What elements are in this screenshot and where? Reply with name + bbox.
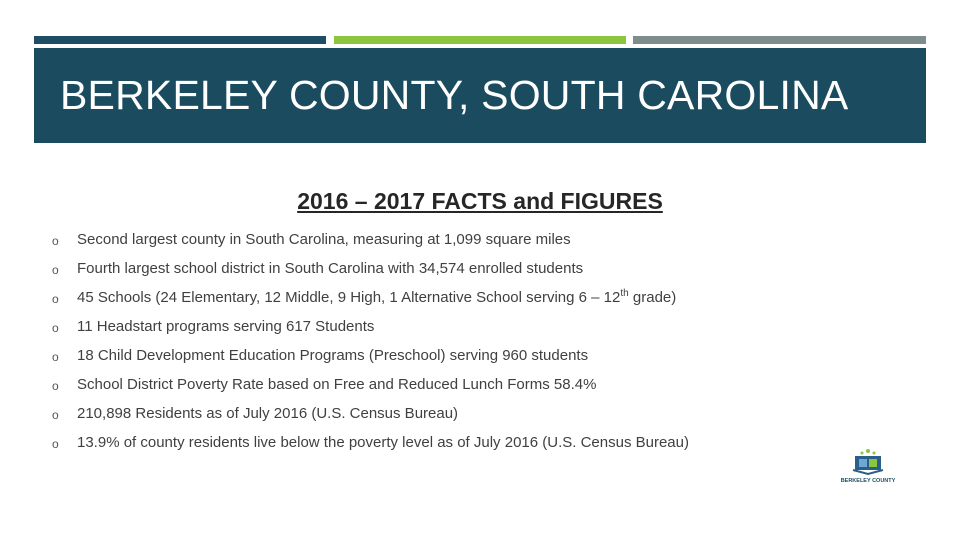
fact-text-main: 45 Schools (24 Elementary, 12 Middle, 9 High, 1 Alternative School serving 6 – 12 bbox=[77, 289, 621, 306]
fact-text: Second largest county in South Carolina, measuring at 1,099 square miles bbox=[77, 231, 571, 248]
logo-text: BERKELEY COUNTY bbox=[840, 478, 896, 484]
list-item bbox=[52, 345, 912, 374]
accent-strip-3 bbox=[633, 36, 926, 44]
bullet-marker: o bbox=[52, 234, 59, 248]
list-item bbox=[52, 287, 912, 316]
fact-text-end: grade) bbox=[628, 289, 677, 306]
list-item bbox=[52, 403, 912, 432]
list-item bbox=[52, 229, 912, 258]
fact-text: School District Poverty Rate based on Free and Reduced Lunch Forms 58.4% bbox=[77, 376, 597, 393]
facts-list bbox=[52, 229, 912, 461]
bullet-marker: o bbox=[52, 437, 59, 451]
fact-text: 18 Child Development Education Programs (Preschool) serving 960 students bbox=[77, 347, 589, 364]
bullet-marker: o bbox=[52, 263, 59, 277]
bullet-marker: o bbox=[52, 379, 59, 393]
section-subtitle: 2016 – 2017 FACTS and FIGURES bbox=[297, 188, 663, 214]
fact-text: Fourth largest school district in South Carolina with 34,574 enrolled students bbox=[77, 260, 584, 277]
list-item bbox=[52, 374, 912, 403]
bullet-marker: o bbox=[52, 321, 59, 335]
accent-strip-2 bbox=[334, 36, 626, 44]
fact-text: 13.9% of county residents live below the poverty level as of July 2016 (U.S. Census Bureau) bbox=[77, 434, 689, 451]
list-item bbox=[52, 258, 912, 287]
fact-text bbox=[77, 287, 676, 309]
fact-text-superscript: th bbox=[620, 288, 629, 299]
fact-text: 210,898 Residents as of July 2016 (U.S. Census Bureau) bbox=[77, 405, 459, 422]
bullet-marker: o bbox=[52, 408, 59, 422]
book-logo-icon bbox=[853, 449, 883, 474]
fact-text: 11 Headstart programs serving 617 Students bbox=[77, 318, 375, 335]
bullet-marker: o bbox=[52, 350, 59, 364]
bullet-marker: o bbox=[52, 292, 59, 306]
title-banner bbox=[34, 48, 926, 143]
accent-strip-1 bbox=[34, 36, 326, 44]
district-logo bbox=[836, 445, 900, 485]
page-title: BERKELEY COUNTY, SOUTH CAROLINA bbox=[60, 72, 849, 118]
list-item bbox=[52, 432, 912, 461]
list-item bbox=[52, 316, 912, 345]
